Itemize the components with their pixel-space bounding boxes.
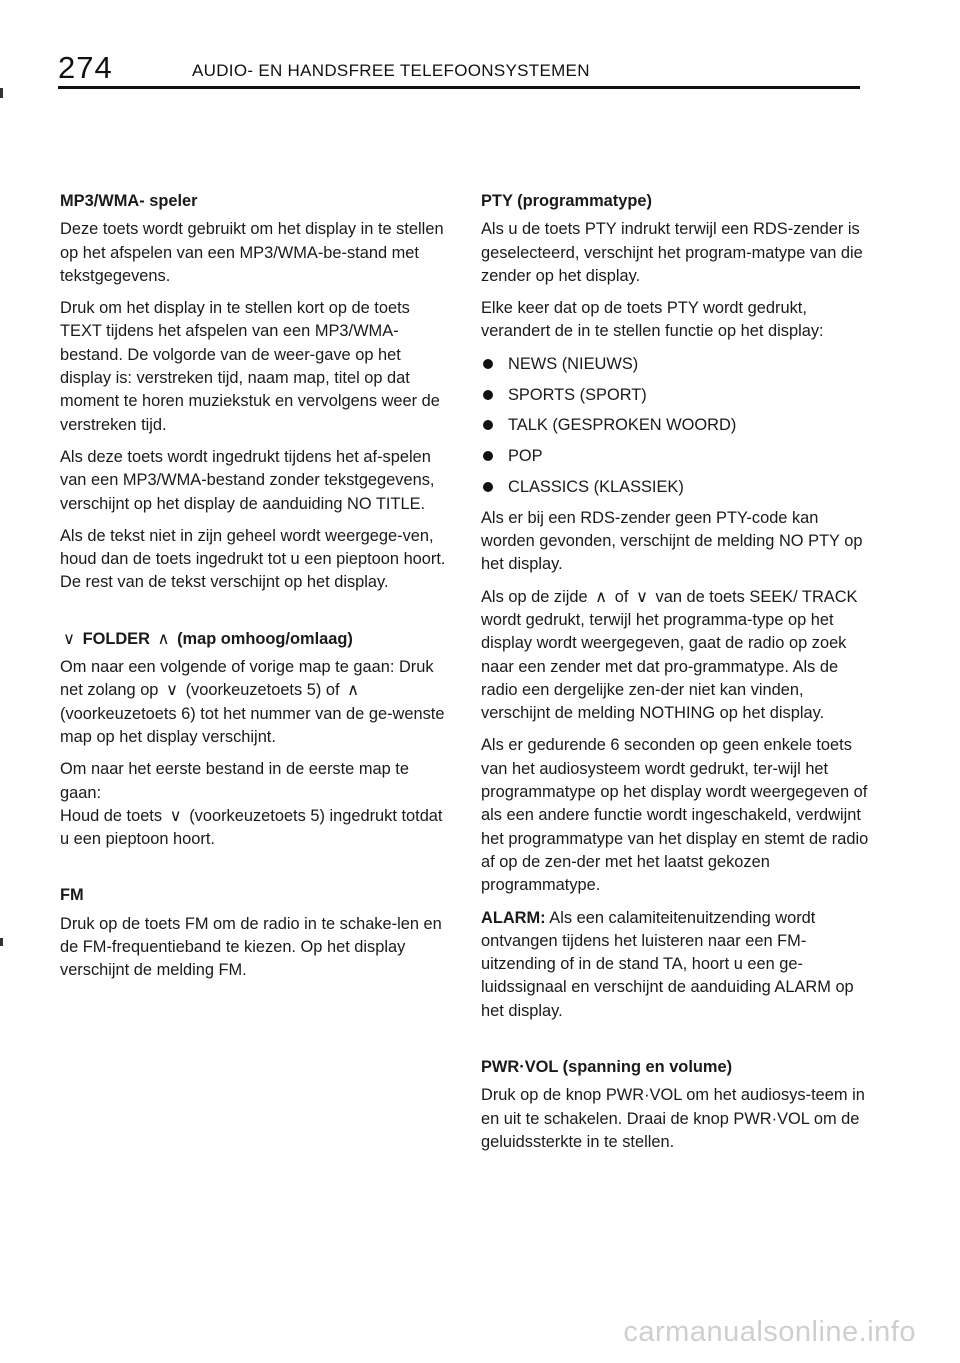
chevron-up-icon: ∧ <box>595 587 608 606</box>
binding-mark-top <box>0 88 3 98</box>
mp3-paragraph-1: Deze toets wordt gebruikt om het display in te stellen op het afspelen van een MP3/WMA-be-stand met tekstgegevens. <box>60 220 444 285</box>
alarm-text: Als een calamiteitenuitzending wordt ontvangen tijdens het luisteren naar een FM-uitzending of in de stand TA, hoort u een ge-luidssignaal en verschijnt de aanduiding ALARM op het display. <box>481 908 854 1020</box>
section-gap <box>60 860 450 884</box>
list-item <box>481 445 873 468</box>
bullet-icon <box>483 482 493 492</box>
pty-paragraph-4 <box>481 586 873 726</box>
list-item <box>481 414 873 437</box>
header-rule <box>58 86 860 89</box>
page-number: 274 <box>58 50 113 85</box>
fm-heading: FM <box>60 886 84 905</box>
folder-p1-text-b: (voorkeuzetoets 5) of <box>185 681 340 700</box>
bullet-icon <box>483 359 493 369</box>
alarm-paragraph <box>481 907 873 1023</box>
pty-p4-text-b: of <box>614 587 629 606</box>
pty-heading: PTY (programmatype) <box>481 192 652 210</box>
pty-p4-text-a: Als op de zijde <box>481 587 588 606</box>
folder-p2-text-a: Om naar het eerste bestand in de eerste map te gaan: <box>60 760 409 802</box>
bullet-icon <box>483 390 493 400</box>
list-item-text: TALK (GESPROKEN WOORD) <box>508 416 737 435</box>
chevron-up-icon: ∧ <box>157 629 170 648</box>
list-item <box>481 476 873 499</box>
chevron-down-icon: ∨ <box>166 681 178 700</box>
folder-heading <box>60 628 450 651</box>
mp3-heading: MP3/WMA- speler <box>60 192 198 210</box>
folder-p1-text-c: (voorkeuzetoets 6) tot het nummer van de ge-wenste map op het display verschijnt. <box>60 704 445 746</box>
alarm-label: ALARM: <box>481 908 546 927</box>
running-title: AUDIO- EN HANDSFREE TELEFOONSYSTEMEN <box>192 61 590 80</box>
folder-p2-text-c: (voorkeuzetoets 5) ingedrukt totdat u een pieptoon hoort. <box>60 806 443 849</box>
binding-mark-middle <box>0 938 3 946</box>
mp3-paragraph-3: Als deze toets wordt ingedrukt tijdens het af-spelen van een MP3/WMA-bestand zonder tekstgegevens, verschijnt op het display de aanduiding NO TITLE. <box>60 447 435 513</box>
list-item-text: CLASSICS (KLASSIEK) <box>508 477 684 496</box>
pwr-paragraph-1: Druk op de knop PWR·VOL om het audiosys-teem in en uit te schakelen. Draai de knop PWR·VOL om de geluidssterkte in te stellen. <box>481 1086 865 1151</box>
section-gap <box>60 604 450 628</box>
pty-paragraph-2: Elke keer dat op de toets PTY wordt gedrukt, verandert de in te stellen functie op het display: <box>481 299 824 341</box>
chevron-down-icon: ∨ <box>169 806 182 825</box>
pty-list <box>481 353 873 499</box>
folder-paragraph-1 <box>60 656 450 749</box>
right-column <box>481 190 873 1163</box>
section-gap <box>481 1032 873 1056</box>
pty-p4-text-c: van de toets SEEK/ TRACK wordt gedrukt, terwijl het programma-type op het display wordt weergegeven, gaat de radio op zoek naar een zender met dat pro-grammatype. Als de radio een dergelijke zen-der niet kan vinden, verschijnt de melding NOTHING op het display. <box>481 587 858 723</box>
list-item-text: POP <box>508 447 543 466</box>
pty-paragraph-1: Als u de toets PTY indrukt terwijl een RDS-zender is geselecteerd, verschijnt het program-matype van die zender op het display. <box>481 220 863 285</box>
pty-paragraph-5: Als er gedurende 6 seconden op geen enkele toets van het audiosysteem wordt gedrukt, ter-wijl het programmatype op het display wordt weergegeven of als een andere functie wordt ingeschakeld, verdwijnt het programmatype van het display en stemt de radio af op de zen-der met het laatst gekozen programmatype. <box>481 736 869 895</box>
fm-paragraph-1: Druk op de toets FM om de radio in te schake-len en de FM-frequentieband te kiezen. Op het display verschijnt de melding FM. <box>60 914 442 980</box>
bullet-icon <box>483 420 493 430</box>
bullet-icon <box>483 451 493 461</box>
chevron-up-icon: ∧ <box>347 681 360 700</box>
mp3-paragraph-2: Druk om het display in te stellen kort op de toets TEXT tijdens het afspelen van een MP3/WMA-bestand. De volgorde van de weer-gave op het display is: verstreken tijd, naam map, titel op dat moment te horen muziekstuk en vervolgens weer de verstreken tijd. <box>60 299 440 434</box>
watermark: carmanualsonline.info <box>623 1316 916 1348</box>
list-item-text: SPORTS (SPORT) <box>508 385 647 404</box>
folder-p1-text-a: Om naar een volgende of vorige map te gaan: Druk net zolang op <box>60 658 434 700</box>
pwr-heading: PWR·VOL (spanning en volume) <box>481 1058 733 1076</box>
left-column <box>60 190 450 992</box>
folder-p2-text-b: Houd de toets <box>60 806 163 825</box>
list-item <box>481 384 873 407</box>
pty-paragraph-3: Als er bij een RDS-zender geen PTY-code kan worden gevonden, verschijnt de melding NO PTY op het display. <box>481 508 863 574</box>
folder-label: FOLDER <box>82 629 150 648</box>
mp3-paragraph-4: Als de tekst niet in zijn geheel wordt weergege-ven, houd dan de toets ingedrukt tot u een pieptoon hoort. De rest van de tekst verschijnt op het display. <box>60 526 446 592</box>
chevron-down-icon: ∨ <box>635 587 648 606</box>
folder-paragraph-2 <box>60 758 450 851</box>
folder-suffix: (map omhoog/omlaag) <box>177 629 353 648</box>
chevron-down-icon: ∨ <box>63 629 75 648</box>
list-item <box>481 353 873 376</box>
list-item-text: NEWS (NIEUWS) <box>508 354 639 373</box>
